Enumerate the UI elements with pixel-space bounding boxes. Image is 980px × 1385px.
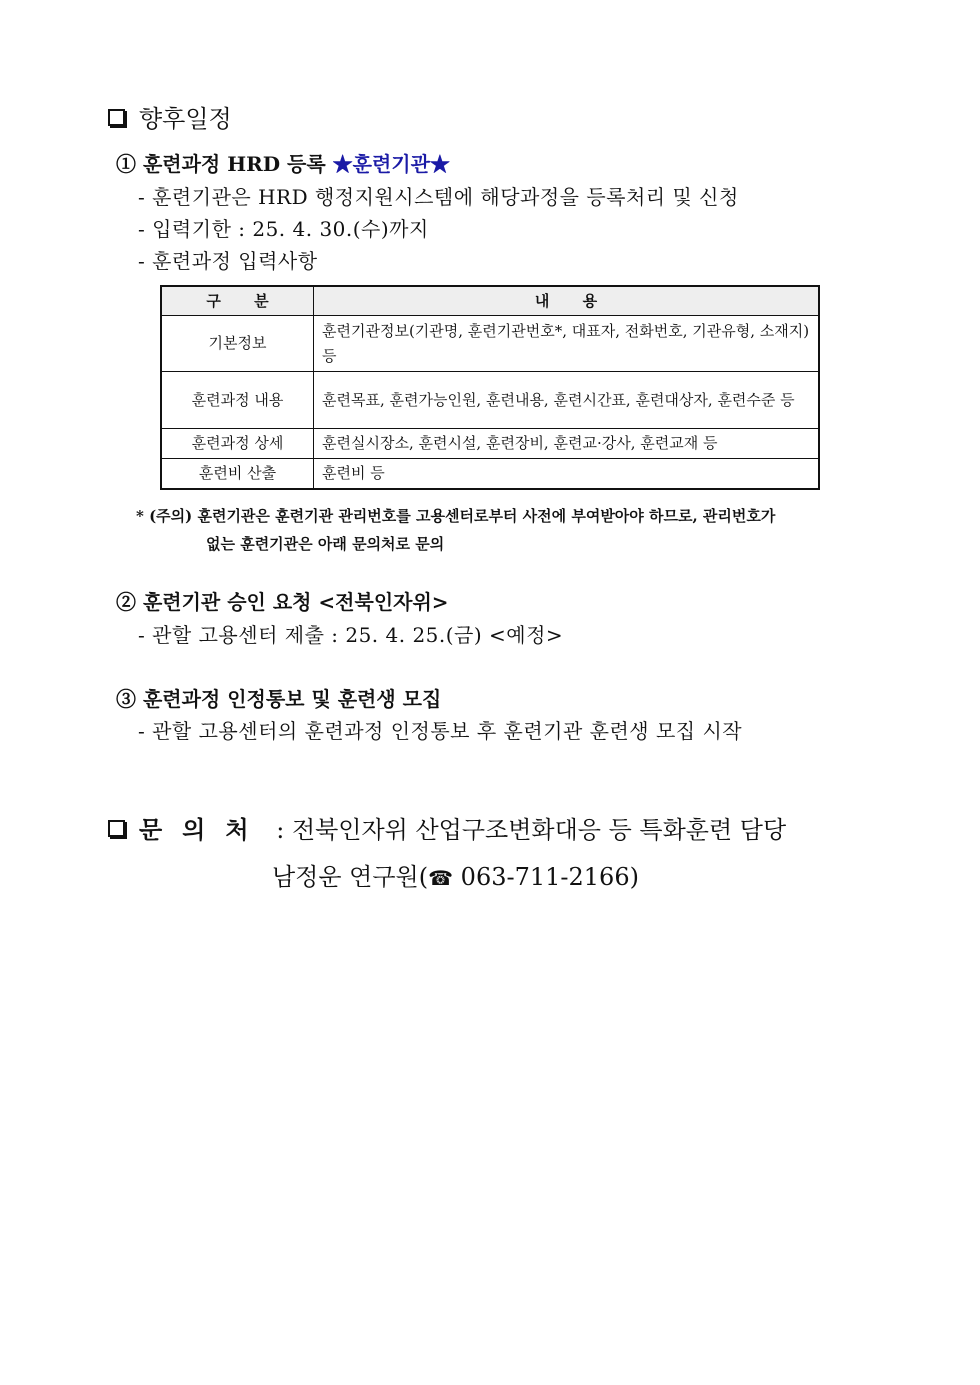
table-note-line2: 없는 훈련기관은 아래 문의처로 문의 [206, 535, 445, 553]
table-cell-category: 기본정보 [161, 316, 314, 372]
step3-heading [116, 685, 441, 713]
step2-title: 훈련기관 승인 요청 <전북인자위> [142, 590, 449, 614]
table-header-row [161, 286, 819, 316]
table-cell-category: 훈련비 산출 [161, 459, 314, 490]
checkbox-bullet-icon [108, 820, 125, 837]
table-cell-category: 훈련과정 내용 [161, 372, 314, 429]
step1-bullet-1: - 훈련기관은 HRD 행정지원시스템에 해당과정을 등록처리 및 신청 [138, 185, 739, 209]
phone-icon: ☎ [428, 866, 454, 890]
contact-person: 남정운 연구원( [272, 863, 429, 891]
contact-phone: 063-711-2166) [460, 863, 639, 891]
step3-number: ③ [116, 687, 136, 711]
table-row [161, 429, 819, 459]
step1-bullet-3: - 훈련과정 입력사항 [138, 249, 318, 273]
checkbox-bullet-icon [108, 109, 125, 126]
table-row [161, 316, 819, 372]
step3-title: 훈련과정 인정통보 및 훈련생 모집 [142, 687, 442, 711]
training-input-table [160, 285, 820, 490]
step1-number: ① [116, 152, 136, 176]
step1-heading [116, 150, 450, 178]
table-cell-content: 훈련기관정보(기관명, 훈련기관번호*, 대표자, 전화번호, 기관유형, 소재지) 등 [314, 316, 820, 372]
step2-bullet: - 관할 고용센터 제출 : 25. 4. 25.(금) <예정> [138, 623, 564, 647]
table-cell-content: 훈련실시장소, 훈련시설, 훈련장비, 훈련교·강사, 훈련교재 등 [314, 429, 820, 459]
table-header-category: 구 분 [161, 286, 314, 316]
contact-org: 전북인자위 산업구조변화대응 등 특화훈련 담당 [291, 816, 787, 844]
table-header-content: 내 용 [314, 286, 820, 316]
step1-title: 훈련과정 HRD 등록 [142, 152, 326, 176]
step3-bullet: - 관할 고용센터의 훈련과정 인정통보 후 훈련기관 훈련생 모집 시작 [138, 719, 743, 743]
table-row [161, 372, 819, 429]
table-cell-content: 훈련목표, 훈련가능인원, 훈련내용, 훈련시간표, 훈련대상자, 훈련수준 등 [314, 372, 820, 429]
step1-accent: ★훈련기관★ [332, 152, 450, 176]
contact-label: 문의처 [139, 815, 269, 844]
table-note-line1: * (주의) 훈련기관은 훈련기관 관리번호를 고용센터로부터 사전에 부여받아야 하므로, 관리번호가 [136, 507, 776, 525]
contact-line [108, 813, 786, 847]
contact-separator: : [276, 816, 285, 844]
section-title-schedule: 향후일정 [108, 103, 232, 135]
step2-number: ② [116, 590, 136, 614]
table-cell-content: 훈련비 등 [314, 459, 820, 490]
table-row [161, 459, 819, 490]
table-cell-category: 훈련과정 상세 [161, 429, 314, 459]
step1-bullet-2: - 입력기한 : 25. 4. 30.(수)까지 [138, 217, 429, 241]
contact-person-line [272, 860, 639, 895]
step2-heading [116, 588, 449, 616]
